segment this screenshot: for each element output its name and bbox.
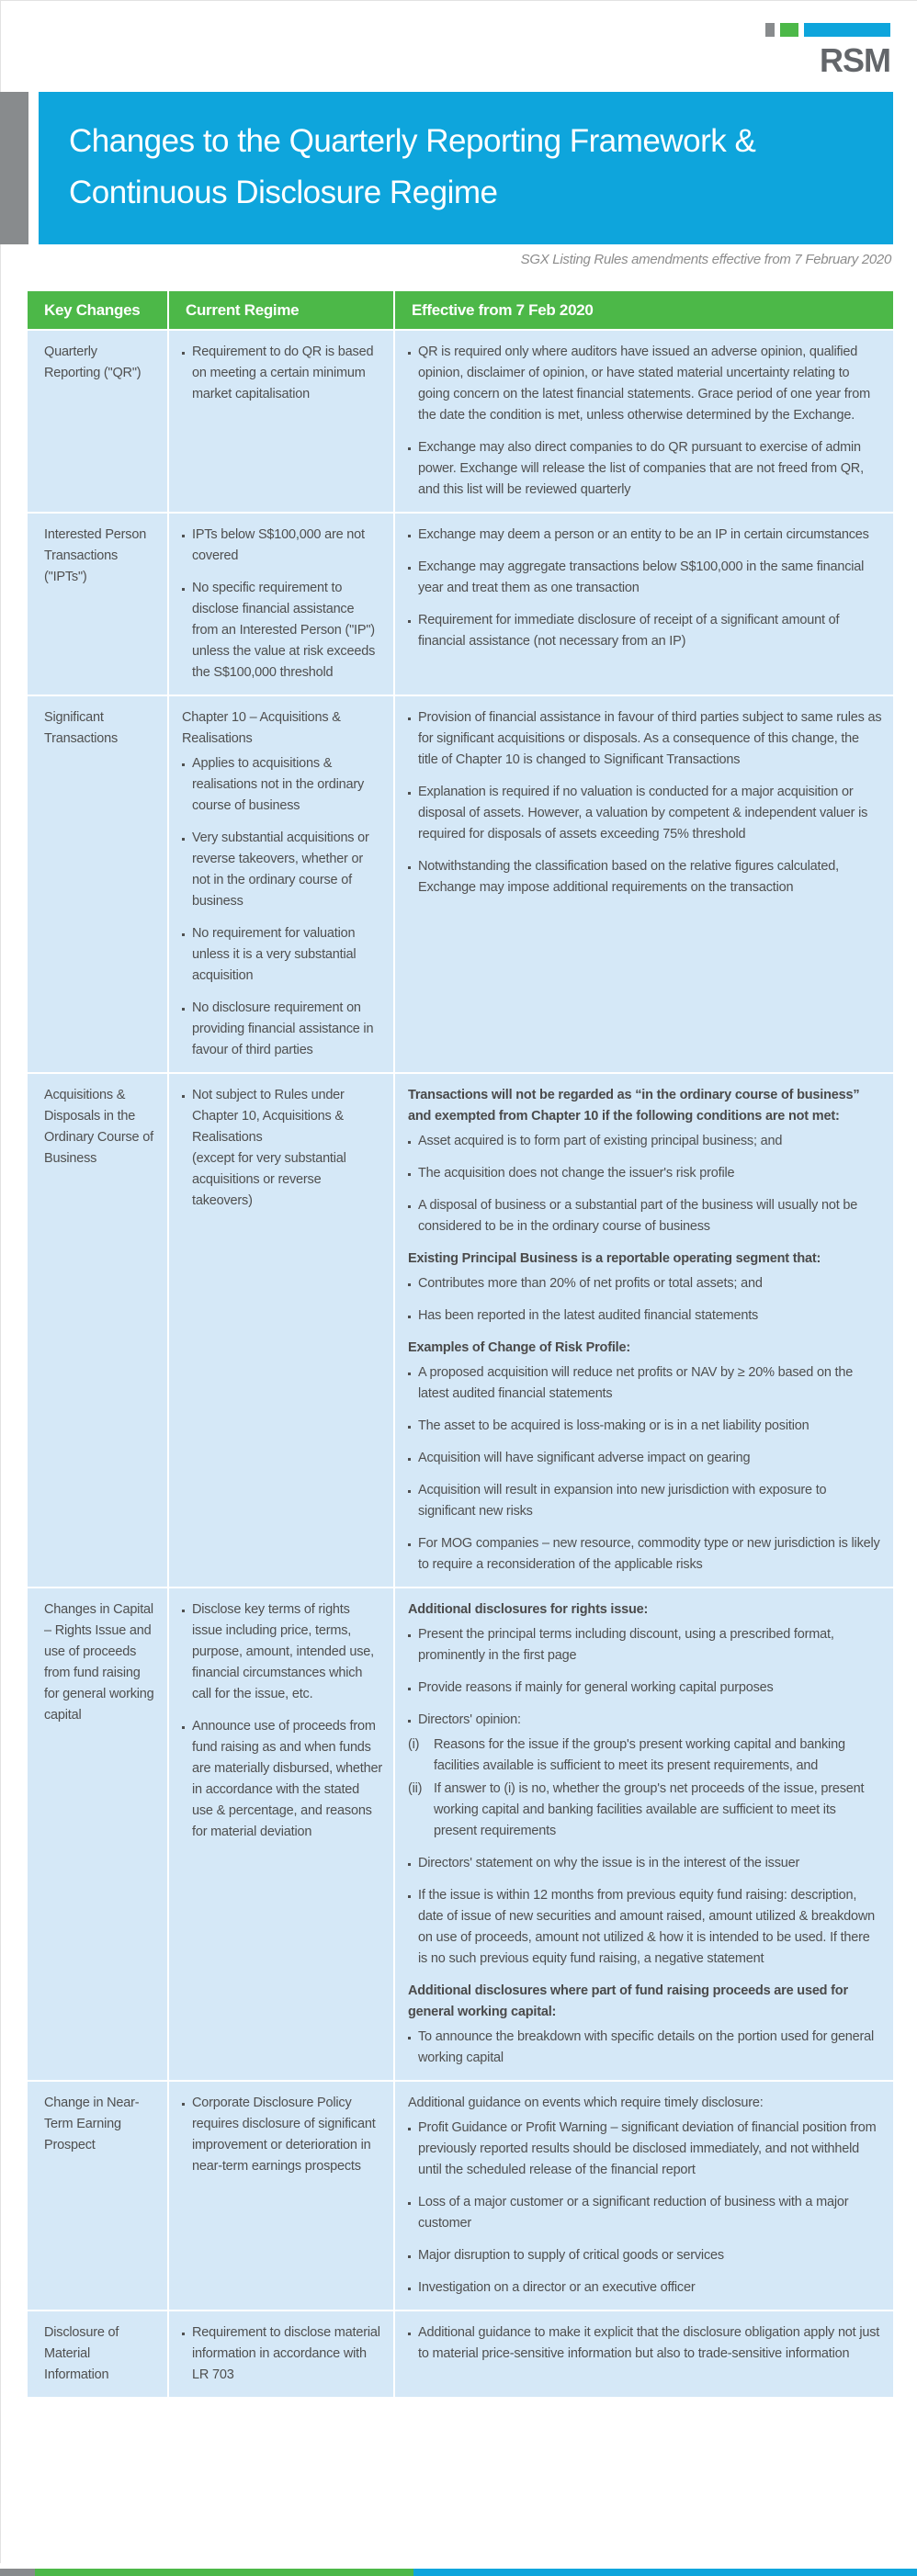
bullet-item: Investigation on a director or an executive officer xyxy=(408,2277,882,2299)
sub-list-number: (i) xyxy=(408,1737,420,1752)
effective-group xyxy=(408,1248,882,1327)
current-regime-list xyxy=(182,525,382,684)
bullet-item: A disposal of business or a substantial part of the business will usually not be considered to be in the ordinary course of business xyxy=(408,1195,882,1237)
bullet-item: Exchange may deem a person or an entity to be an IP in certain circumstances xyxy=(408,525,882,546)
bullet-item: Very substantial acquisitions or reverse takeovers, whether or not in the ordinary course of business xyxy=(182,828,382,912)
effective-list xyxy=(408,1131,882,1237)
logo-bar-green xyxy=(780,23,798,37)
bullet-item: Additional guidance to make it explicit that the disclosure obligation apply not just to material price-sensitive information but also to trade-sensitive information xyxy=(408,2322,882,2365)
table-row xyxy=(28,2082,893,2310)
sub-list-item xyxy=(408,1779,882,1842)
bullet-item: Asset acquired is to form part of existing principal business; and xyxy=(408,1131,882,1152)
bullet-item: Has been reported in the latest audited financial statements xyxy=(408,1305,882,1327)
key-change-cell: Interested Person Transactions ("IPTs") xyxy=(28,514,167,695)
key-change-cell: Disclosure of Material Information xyxy=(28,2311,167,2397)
current-regime-list xyxy=(182,1085,382,1148)
bullet-item: Present the principal terms including discount, using a prescribed format, prominently in the first page xyxy=(408,1624,882,1666)
header-current-regime: Current Regime xyxy=(169,291,393,329)
current-regime-heading: Chapter 10 – Acquisitions & Realisations xyxy=(182,710,341,746)
sub-list-text: Reasons for the issue if the group's present working capital and banking facilities available is sufficient to meet its present requirements, and xyxy=(434,1737,845,1773)
key-change-cell: Acquisitions & Disposals in the Ordinary Course of Business xyxy=(28,1074,167,1587)
current-regime-list xyxy=(182,342,382,405)
current-regime-list xyxy=(182,2322,382,2386)
bullet-item: QR is required only where auditors have issued an adverse opinion, qualified opinion, disclaimer of opinion, or have stated material uncertainty relating to going concern on the latest financial statements. Grace period of one year from the date the condition is met, unless otherwise determined by the Exchange. xyxy=(408,342,882,426)
effective-list xyxy=(408,525,882,652)
header-effective: Effective from 7 Feb 2020 xyxy=(395,291,893,329)
bullet-item: Not subject to Rules under Chapter 10, Acquisitions & Realisations xyxy=(182,1085,382,1148)
logo-text: RSM xyxy=(820,41,890,79)
effective-cell xyxy=(395,2311,893,2397)
logo-bar-grey xyxy=(765,23,775,37)
effective-cell xyxy=(395,696,893,1072)
bullet-item: Profit Guidance or Profit Warning – significant deviation of financial position from previously reported results should be disclosed immediately, and not withheld until the scheduled release of the financial report xyxy=(408,2118,882,2181)
sub-list-item xyxy=(408,1734,882,1777)
table-body xyxy=(28,331,893,2397)
effective-group-heading: Transactions will not be regarded as “in the ordinary course of business” and exempted from Chapter 10 if the following conditions are not met: xyxy=(408,1088,860,1124)
bullet-item: To announce the breakdown with specific details on the portion used for general working capital xyxy=(408,2027,882,2069)
key-change-cell: Significant Transactions xyxy=(28,696,167,1072)
bullet-item: Provision of financial assistance in favour of third parties subject to same rules as for significant acquisitions or disposals. As a consequence of this change, the title of Chapter 10 is changed to Significant Transactions xyxy=(408,707,882,771)
effective-list xyxy=(408,707,882,898)
title-banner xyxy=(39,92,893,244)
key-change-cell: Change in Near-Term Earning Prospect xyxy=(28,2082,167,2310)
current-regime-cell xyxy=(169,696,393,1072)
bullet-item: No disclosure requirement on providing financial assistance in favour of third parties xyxy=(182,998,382,1061)
current-regime-cell xyxy=(169,1074,393,1587)
bullet-item: Requirement for immediate disclosure of receipt of a significant amount of financial assistance (not necessary from an IP) xyxy=(408,610,882,652)
bullet-item: Provide reasons if mainly for general working capital purposes xyxy=(408,1678,882,1699)
current-regime-cell xyxy=(169,1588,393,2080)
changes-table xyxy=(26,289,895,2399)
current-regime-list xyxy=(182,1599,382,1843)
bullet-item: Loss of a major customer or a significant reduction of business with a major customer xyxy=(408,2192,882,2234)
key-change-cell: Changes in Capital – Rights Issue and use of proceeds from fund raising for general working capital xyxy=(28,1588,167,2080)
effective-list xyxy=(408,1362,882,1576)
bullet-item: Directors' statement on why the issue is in the interest of the issuer xyxy=(408,1853,882,1874)
effective-cell xyxy=(395,2082,893,2310)
current-regime-cell xyxy=(169,2311,393,2397)
bullet-item: Major disruption to supply of critical goods or services xyxy=(408,2245,882,2266)
bullet-item: Contributes more than 20% of net profits or total assets; and xyxy=(408,1273,882,1294)
effective-cell xyxy=(395,1588,893,2080)
bullet-item: Acquisition will have significant adverse impact on gearing xyxy=(408,1448,882,1469)
effective-list xyxy=(408,1273,882,1327)
bullet-item: Acquisition will result in expansion into new jurisdiction with exposure to significant new risks xyxy=(408,1480,882,1522)
effective-list xyxy=(408,2322,882,2365)
bullet-item: No requirement for valuation unless it is a very substantial acquisition xyxy=(182,923,382,987)
effective-group-heading: Additional disclosures for rights issue: xyxy=(408,1602,649,1617)
effective-list-continued xyxy=(408,1853,882,1970)
bullet-item: The asset to be acquired is loss-making or is in a net liability position xyxy=(408,1416,882,1437)
bullet-item: No specific requirement to disclose financial assistance from an Interested Person ("IP") unless the value at risk exceeds the S$100,000 threshold xyxy=(182,578,382,684)
effective-cell xyxy=(395,1074,893,1587)
bullet-item: Notwithstanding the classification based on the relative figures calculated, Exchange may impose additional requirements on the transaction xyxy=(408,856,882,898)
effective-list xyxy=(408,342,882,501)
bullet-item: Requirement to disclose material information in accordance with LR 703 xyxy=(182,2322,382,2386)
footer-stripe-grey xyxy=(0,2569,35,2576)
effective-list xyxy=(408,2027,882,2069)
logo-bars xyxy=(765,23,890,37)
table-header-row xyxy=(28,291,893,329)
effective-group xyxy=(408,1981,882,2069)
sub-list-text: If answer to (i) is no, whether the group's net proceeds of the issue, present working capital and banking facilities available are sufficient to meet its present requirements xyxy=(434,1781,865,1838)
effective-group xyxy=(408,2093,882,2299)
current-regime-list xyxy=(182,753,382,1061)
effective-cell xyxy=(395,331,893,512)
effective-cell xyxy=(395,514,893,695)
effective-group xyxy=(408,1338,882,1576)
effective-group-heading: Examples of Change of Risk Profile: xyxy=(408,1340,630,1355)
effective-group-heading: Additional disclosures where part of fund raising proceeds are used for general working capital: xyxy=(408,1983,848,2019)
rsm-logo xyxy=(765,23,890,77)
footer-stripe xyxy=(0,2569,917,2576)
page-title-line-2: Continuous Disclosure Regime xyxy=(69,175,498,210)
footer-stripe-green xyxy=(35,2569,413,2576)
bullet-item: The acquisition does not change the issuer's risk profile xyxy=(408,1163,882,1184)
banner-side-bar xyxy=(0,92,28,244)
bullet-item: Directors' opinion: xyxy=(408,1710,882,1731)
bullet-item: IPTs below S$100,000 are not covered xyxy=(182,525,382,567)
footer-stripe-blue xyxy=(413,2569,917,2576)
page-title-line-1: Changes to the Quarterly Reporting Framework & xyxy=(69,123,756,159)
current-regime-note: (except for very substantial acquisitions or reverse takeovers) xyxy=(192,1151,346,1208)
effective-group-heading: Existing Principal Business is a reportable operating segment that: xyxy=(408,1251,821,1266)
bullet-item: For MOG companies – new resource, commodity type or new jurisdiction is likely to require a reconsideration of the applicable risks xyxy=(408,1533,882,1576)
effective-group-intro: Additional guidance on events which require timely disclosure: xyxy=(408,2096,764,2110)
effective-group xyxy=(408,1085,882,1237)
bullet-item: Announce use of proceeds from fund raising as and when funds are materially disbursed, whether in accordance with the stated use & percentage, and reasons for material deviation xyxy=(182,1716,382,1843)
effective-group xyxy=(408,707,882,898)
bullet-item: Corporate Disclosure Policy requires disclosure of significant improvement or deterioration in near-term earnings prospects xyxy=(182,2093,382,2177)
table-row xyxy=(28,2311,893,2397)
current-regime-cell xyxy=(169,514,393,695)
table-row xyxy=(28,514,893,695)
header-key-changes: Key Changes xyxy=(28,291,167,329)
table-row xyxy=(28,331,893,512)
current-regime-cell xyxy=(169,2082,393,2310)
bullet-item: A proposed acquisition will reduce net profits or NAV by ≥ 20% based on the latest audited financial statements xyxy=(408,1362,882,1405)
effective-group xyxy=(408,525,882,652)
bullet-item: Exchange may also direct companies to do QR pursuant to exercise of admin power. Exchange will release the list of companies that are not freed from QR, and this list will be reviewed quarterly xyxy=(408,437,882,501)
table-row xyxy=(28,1074,893,1587)
effective-group xyxy=(408,2322,882,2365)
table-row xyxy=(28,696,893,1072)
bullet-item: Disclose key terms of rights issue including price, terms, purpose, amount, intended use, financial circumstances which call for the issue, etc. xyxy=(182,1599,382,1705)
effective-list xyxy=(408,1624,882,1731)
effective-list xyxy=(408,2118,882,2299)
effective-group xyxy=(408,1599,882,1970)
logo-bar-blue xyxy=(804,23,890,37)
bullet-item: Exchange may aggregate transactions below S$100,000 in the same financial year and treat them as one transaction xyxy=(408,557,882,599)
page-subtitle: SGX Listing Rules amendments effective from 7 February 2020 xyxy=(520,252,891,267)
key-change-cell: Quarterly Reporting ("QR") xyxy=(28,331,167,512)
effective-group xyxy=(408,342,882,501)
bullet-item: Explanation is required if no valuation is conducted for a major acquisition or disposal of assets. However, a valuation by competent & independent valuer is required for disposals of assets exceeding 75% threshold xyxy=(408,782,882,845)
sub-list-number: (ii) xyxy=(408,1781,423,1796)
directors-opinion-sublist xyxy=(408,1734,882,1842)
bullet-item: Requirement to do QR is based on meeting a certain minimum market capitalisation xyxy=(182,342,382,405)
table-row xyxy=(28,1588,893,2080)
current-regime-list xyxy=(182,2093,382,2177)
bullet-item: Applies to acquisitions & realisations not in the ordinary course of business xyxy=(182,753,382,817)
current-regime-cell xyxy=(169,331,393,512)
bullet-item: If the issue is within 12 months from previous equity fund raising: description, date of issue of new securities and amount raised, amount utilized & breakdown on use of proceeds, amount not utilized & how it is intended to be used. If there is no such previous equity fund raising, a negative statement xyxy=(408,1885,882,1970)
